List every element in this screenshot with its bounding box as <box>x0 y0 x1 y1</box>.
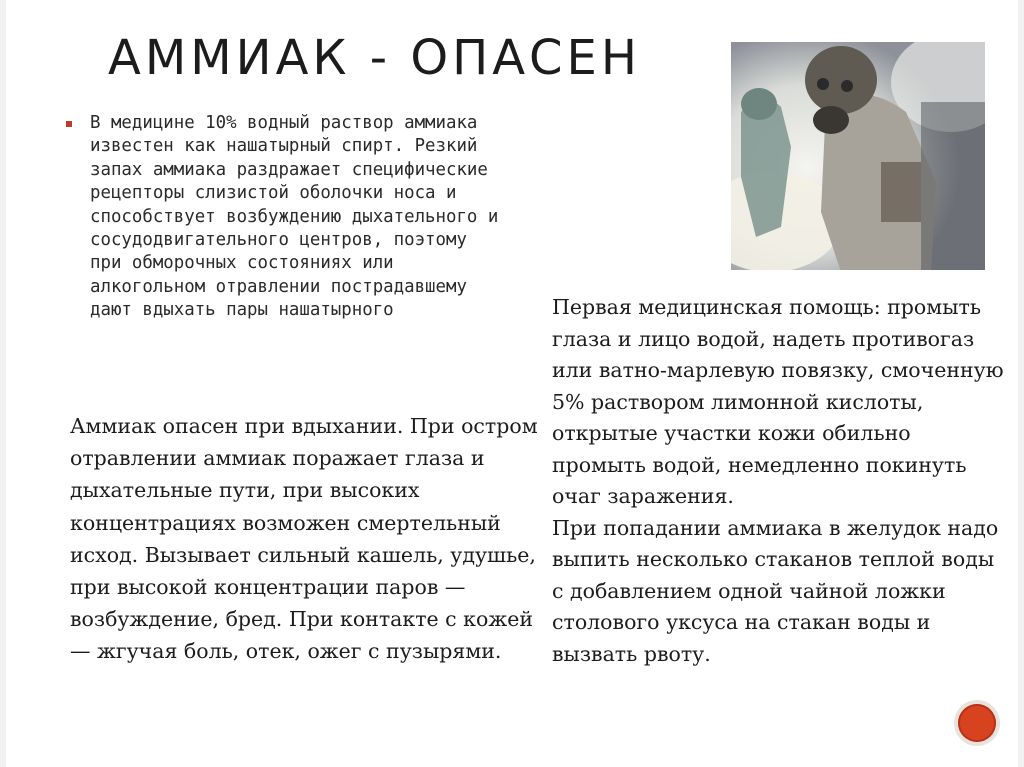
slide-frame-left <box>0 0 6 767</box>
bullet-marker-icon <box>66 121 72 127</box>
next-slide-button[interactable] <box>954 700 1000 746</box>
next-slide-icon <box>958 704 996 742</box>
slide-frame-right <box>1018 0 1024 767</box>
bullet-item <box>66 112 506 323</box>
gas-mask-photo-image <box>731 42 985 270</box>
first-aid-paragraph: Первая медицинская помощь: промыть глаза и лицо водой, надеть противогаз или ватно-марлевую повязку, смоченную 5% раствором лимонной кислоты, открытые участки кожи обильно промыть водой, немедленно покинуть очаг заражения. <box>552 295 1004 508</box>
first-aid-block <box>552 292 1010 670</box>
slide-title: АММИАК - ОПАСЕН <box>108 30 641 86</box>
stomach-paragraph: При попадании аммиака в желудок надо выпить несколько стаканов теплой воды с добавлением одной чайной ложки столового уксуса на стакан воды и вызвать рвоту. <box>552 515 999 666</box>
gas-mask-photo <box>731 42 985 270</box>
bullet-text: В медицине 10% водный раствор аммиака известен как нашатырный спирт. Резкий запах аммиака раздражает специфические рецепторы слизистой оболочки носа и способствует возбуждению дыхательного и сосудодвигательного центров, поэтому при обморочных состояниях или алкогольном отравлении пострадавшему дают вдыхать пары нашатырного <box>90 113 499 321</box>
danger-paragraph: Аммиак опасен при вдыхании. При остром отравлении аммиак поражает глаза и дыхательные пути, при высоких концентрациях возможен смертельный исход. Вызывает сильный кашель, удушье, при высокой концентрации паров — возбуждение, бред. При контакте с кожей — жгучая боль, отек, ожег с пузырями. <box>70 414 538 664</box>
